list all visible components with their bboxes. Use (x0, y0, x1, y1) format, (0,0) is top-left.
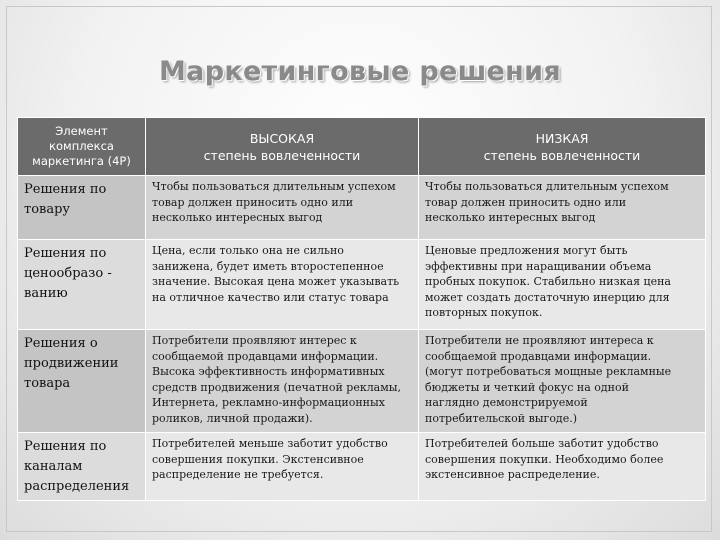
cell-line: наглядно демонстрируемой (425, 396, 588, 409)
cell-line: роликов, личной продажи). (152, 411, 313, 425)
cell-line: может создать достаточную инерцию для (425, 290, 670, 304)
cell-high (146, 433, 419, 501)
row-label-line: товара (24, 376, 71, 391)
header-element-line: комплекса (49, 139, 114, 153)
cell-line: эффективны при наращивании объема (425, 259, 652, 273)
cell-line: несколько интересных выгод (425, 211, 596, 224)
table-row (18, 330, 706, 433)
cell-high (146, 330, 419, 433)
cell-line: экстенсивное распределение. (425, 468, 600, 481)
row-label-line: ценообразо - (24, 266, 112, 281)
row-label (18, 240, 146, 330)
row-label-line: Решения по (24, 439, 107, 454)
slide-title: Маркетинговые решения (159, 56, 561, 87)
cell-line: несколько интересных выгод (152, 211, 323, 224)
cell-low (419, 176, 706, 240)
cell-line: сообщаемой продавцами информации. (425, 349, 652, 363)
header-high-line2: степень вовлеченности (203, 147, 361, 163)
header-low-line2: степень вовлеченности (483, 147, 641, 163)
row-label-line: ванию (24, 286, 68, 301)
cell-line: Цена, если только она не сильно (152, 244, 344, 257)
row-label-line: Решения о (24, 336, 98, 351)
cell-line: Потребителей больше заботит удобство (425, 437, 659, 450)
cell-line: бюджеты и четкий фокус на одной (425, 380, 629, 394)
cell-line: Чтобы пользоваться длительным успехом (425, 180, 669, 193)
cell-line: средств продвижения (печатной рекламы, (152, 380, 402, 394)
table-row (18, 433, 706, 501)
row-label-line: товару (24, 202, 71, 217)
header-high-line1: ВЫСОКАЯ (249, 130, 315, 146)
row-label (18, 433, 146, 501)
cell-line: пробных покупок. Стабильно низкая цена (425, 275, 671, 288)
cell-low (419, 433, 706, 501)
cell-low (419, 240, 706, 330)
marketing-decisions-table (17, 117, 706, 501)
cell-high (146, 176, 419, 240)
cell-line: товар должен приносить одно или (425, 195, 627, 209)
cell-low (419, 330, 706, 433)
cell-line: повторных покупок. (425, 306, 543, 319)
cell-line: совершения покупки. Экстенсивное (152, 452, 364, 466)
header-element-line: Элемент (55, 124, 108, 138)
cell-line: потребительской выгоде.) (425, 411, 578, 425)
cell-line: Потребителей меньше заботит удобство (152, 437, 388, 450)
row-label-line: Решения по (24, 246, 107, 261)
row-label-line: каналам (24, 459, 83, 474)
header-element-line: маркетинга (4P) (32, 154, 131, 168)
header-element (18, 118, 146, 176)
cell-line: сообщаемой продавцами информации. (152, 349, 379, 363)
cell-line: Потребители проявляют интерес к (152, 334, 357, 347)
cell-line: Высока эффективность информативных (152, 365, 385, 378)
table-header-row (18, 118, 706, 176)
row-label (18, 176, 146, 240)
cell-line: занижена, будет иметь второстепенное (152, 259, 384, 273)
cell-line: Ценовые предложения могут быть (425, 244, 628, 257)
table-row (18, 176, 706, 240)
header-low-line1: НИЗКАЯ (535, 130, 589, 146)
cell-high (146, 240, 419, 330)
cell-line: Потребители не проявляют интереса к (425, 334, 654, 347)
row-label (18, 330, 146, 433)
header-low-involvement (419, 118, 706, 176)
cell-line: совершения покупки. Необходимо более (425, 452, 664, 466)
cell-line: Интернета, рекламно-информационных (152, 396, 385, 409)
table-row (18, 240, 706, 330)
cell-line: распределение не требуется. (152, 468, 324, 481)
row-label-line: Решения по (24, 182, 107, 197)
cell-line: Чтобы пользоваться длительным успехом (152, 180, 396, 193)
row-label-line: продвижении (24, 356, 119, 371)
row-label-line: распределения (24, 479, 130, 494)
cell-line: значение. Высокая цена может указывать (152, 275, 400, 288)
header-high-involvement (146, 118, 419, 176)
cell-line: товар должен приносить одно или (152, 195, 354, 209)
cell-line: (могут потребоваться мощные рекламные (425, 365, 672, 378)
cell-line: на отличное качество или статус товара (152, 290, 389, 304)
